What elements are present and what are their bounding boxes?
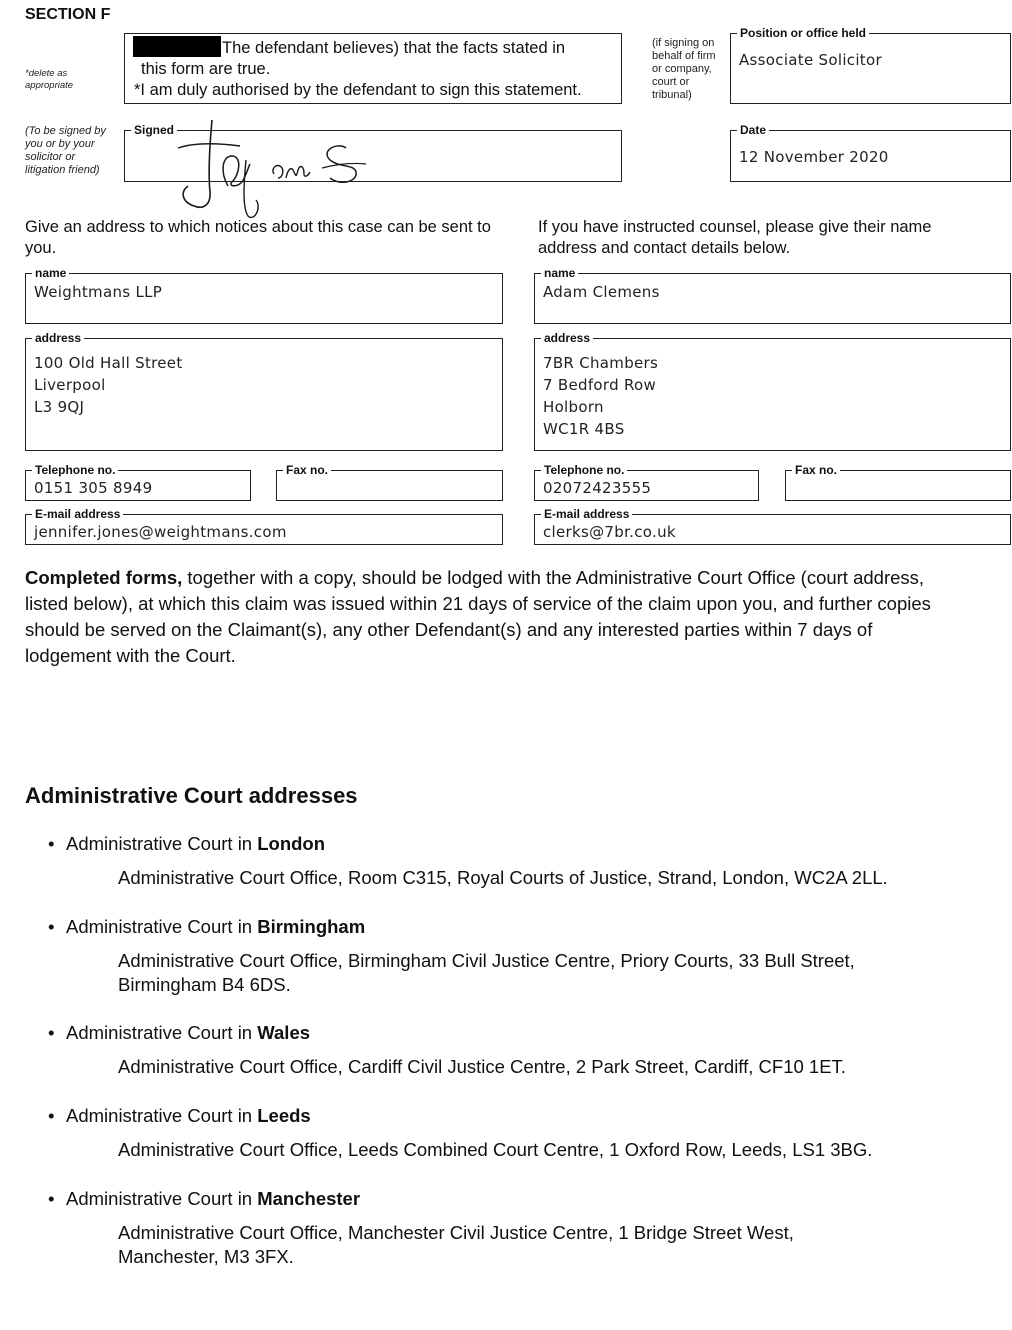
defendant-email-field[interactable] (25, 507, 503, 545)
address-label: address (541, 331, 593, 345)
court-city: Leeds (257, 1105, 311, 1126)
court-address-line: Administrative Court Office, Leeds Combined Court Centre, 1 Oxford Row, Leeds, LS1 3BG. (118, 1139, 873, 1160)
section-title: SECTION F (25, 6, 111, 23)
counsel-address-value (543, 352, 658, 440)
name-label: name (541, 266, 578, 280)
court-address-line: Administrative Court Office, Birmingham Civil Justice Centre, Priory Courts, 33 Bull Street, (118, 950, 855, 971)
email-label: E-mail address (32, 507, 123, 521)
defendant-name-value: Weightmans LLP (34, 283, 163, 301)
defendant-email-value: jennifer.jones@weightmans.com (34, 523, 287, 541)
court-city: London (257, 833, 326, 854)
court-address-line: Birmingham B4 6DS. (118, 974, 291, 995)
redaction-block (133, 36, 221, 57)
court-address-leeds (118, 1138, 968, 1162)
bullet-icon: • (48, 1188, 55, 1209)
defendant-fax-field[interactable] (276, 463, 503, 501)
bullet-icon: • (48, 1022, 55, 1043)
date-field[interactable] (730, 123, 1011, 182)
address-line: Holborn (543, 398, 604, 416)
court-address-line: Administrative Court Office, Cardiff Civil Justice Centre, 2 Park Street, Cardiff, CF10 1ET. (118, 1056, 846, 1077)
date-value: 12 November 2020 (739, 148, 889, 166)
fax-label: Fax no. (283, 463, 331, 477)
court-prefix: Administrative Court in (66, 1188, 258, 1209)
signer-note: (To be signed by you or by your solicitor or litigation friend) (25, 125, 106, 176)
telephone-label: Telephone no. (541, 463, 627, 477)
name-label: name (32, 266, 69, 280)
statement-line-3: *I am duly authorised by the defendant to sign this statement. (134, 81, 582, 99)
defendant-telephone-value: 0151 305 8949 (34, 479, 153, 497)
bullet-icon: • (48, 833, 55, 854)
telephone-label: Telephone no. (32, 463, 118, 477)
court-prefix: Administrative Court in (66, 916, 258, 937)
fax-label: Fax no. (792, 463, 840, 477)
statement-line-1: The defendant believes) that the facts stated in (222, 39, 566, 57)
defendant-address-field[interactable] (25, 331, 503, 451)
court-city: Birmingham (257, 916, 366, 937)
completed-forms-paragraph (25, 565, 945, 669)
court-address-birmingham (118, 949, 968, 997)
court-address-london (118, 866, 968, 890)
signing-on-behalf-note: (if signing on behalf of firm or company, court or tribunal) (652, 37, 716, 101)
address-line: 100 Old Hall Street (34, 354, 183, 372)
position-field[interactable] (730, 26, 1011, 104)
address-line: 7BR Chambers (543, 354, 659, 372)
handwritten-signature (170, 112, 400, 222)
counsel-address-field[interactable] (534, 331, 1011, 451)
court-city: Manchester (257, 1188, 361, 1209)
counsel-email-field[interactable] (534, 507, 1011, 545)
court-item-wales (48, 1021, 310, 1045)
court-address-wales (118, 1055, 968, 1079)
addresses-heading: Administrative Court addresses (25, 783, 358, 808)
date-label: Date (737, 123, 769, 137)
defendant-address-value (34, 352, 183, 418)
statement-of-truth-box[interactable] (124, 33, 622, 104)
defendant-telephone-field[interactable] (25, 463, 251, 501)
court-prefix: Administrative Court in (66, 1022, 258, 1043)
court-city: Wales (257, 1022, 311, 1043)
counsel-telephone-value: 02072423555 (543, 479, 652, 497)
bullet-icon: • (48, 1105, 55, 1126)
counsel-email-value: clerks@7br.co.uk (543, 523, 676, 541)
delete-note: *delete as appropriate (25, 68, 74, 91)
court-address-line: Administrative Court Office, Room C315, Royal Courts of Justice, Strand, London, WC2A 2LL. (118, 867, 888, 888)
statement-line-2: this form are true. (141, 60, 271, 78)
address-line: L3 9QJ (34, 398, 85, 416)
defendant-address-intro: Give an address to which notices about this case can be sent to you. (25, 218, 491, 257)
court-address-line: Manchester, M3 3FX. (118, 1246, 294, 1267)
court-item-leeds (48, 1104, 311, 1128)
counsel-name-value: Adam Clemens (543, 283, 660, 301)
address-label: address (32, 331, 84, 345)
court-prefix: Administrative Court in (66, 1105, 258, 1126)
signed-label: Signed (131, 123, 177, 137)
bullet-icon: • (48, 916, 55, 937)
address-line: 7 Bedford Row (543, 376, 657, 394)
position-label: Position or office held (737, 26, 869, 40)
counsel-details-intro: If you have instructed counsel, please give their name address and contact details below. (538, 218, 932, 257)
court-item-london (48, 832, 325, 856)
counsel-telephone-field[interactable] (534, 463, 759, 501)
completed-forms-text: together with a copy, should be lodged with the Administrative Court Office (court address, listed below), at which this claim was issued within 21 days of service of the claim upon you, and further copies should be served on the Claimant(s), any other Defendant(s) and any interested parties within 7 days of lodgement with the Court. (25, 567, 931, 666)
address-line: WC1R 4BS (543, 420, 625, 438)
court-address-line: Administrative Court Office, Manchester Civil Justice Centre, 1 Bridge Street West, (118, 1222, 794, 1243)
email-label: E-mail address (541, 507, 632, 521)
defendant-name-field[interactable] (25, 266, 503, 324)
court-item-manchester (48, 1187, 360, 1211)
court-item-birmingham (48, 915, 365, 939)
completed-forms-bold: Completed forms, (25, 567, 183, 588)
court-address-manchester (118, 1221, 968, 1269)
position-value: Associate Solicitor (739, 51, 882, 69)
counsel-fax-field[interactable] (785, 463, 1011, 501)
counsel-name-field[interactable] (534, 266, 1011, 324)
court-prefix: Administrative Court in (66, 833, 258, 854)
address-line: Liverpool (34, 376, 106, 394)
